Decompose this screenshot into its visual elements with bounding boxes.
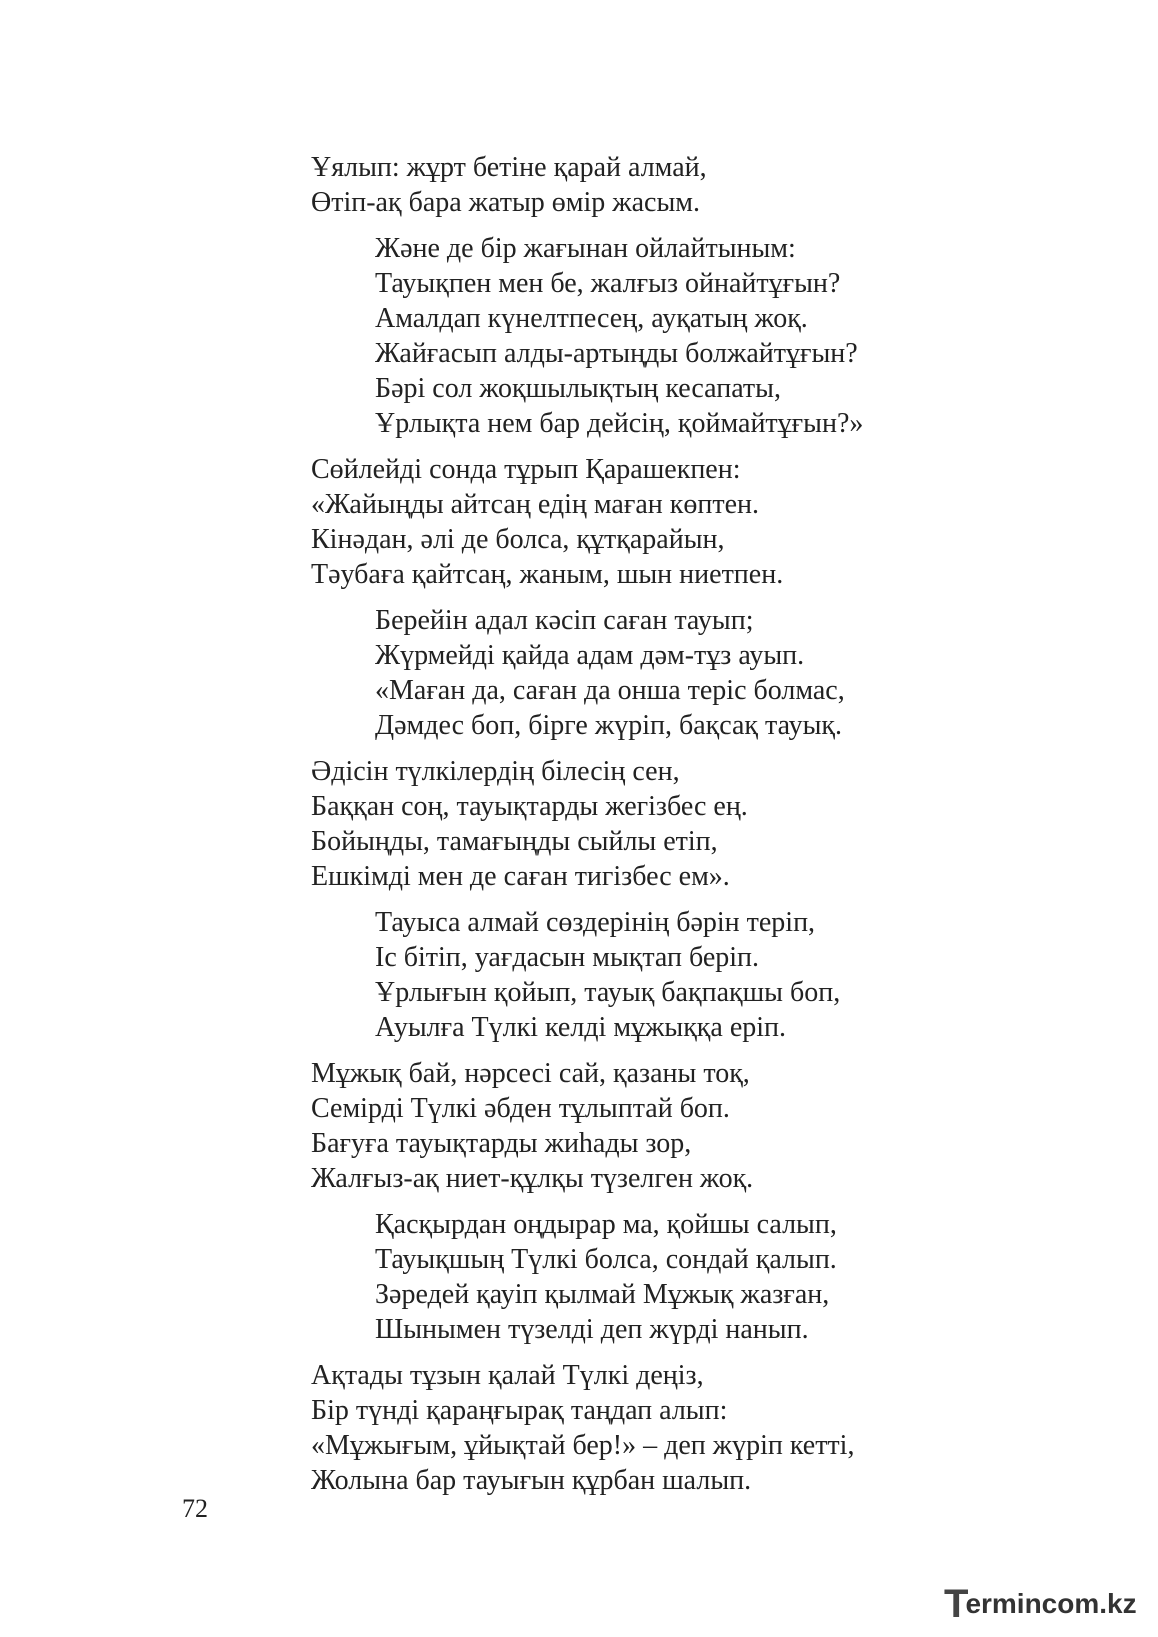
poem-line: Және де бір жағынан ойлайтыным: [375,233,796,264]
poem-line: «Маған да, саған да онша теріс болмас, [375,675,845,706]
poem-line: Бір түнді қараңғырақ таңдап алып: [311,1395,728,1426]
stanza [311,1207,1011,1347]
watermark-first-letter: T [944,1581,968,1626]
poem-line: Амалдап күнелтпесең, ауқатың жоқ. [375,303,808,334]
poem-line: Тауықшың Түлкі болса, сондай қалып. [375,1244,837,1275]
poem-text [311,150,1011,1509]
poem-line: Кінәдан, әлі де болса, құтқарайын, [311,524,725,555]
stanza [311,150,1011,220]
poem-line: Дәмдес боп, бірге жүріп, бақсақ тауық. [375,710,843,741]
poem-line: «Жайыңды айтсаң едің маған көптен. [311,489,759,520]
poem-line: Ұрлығын қойып, тауық бақпақшы боп, [375,977,841,1008]
stanza [311,231,1011,441]
poem-line: «Мұжығым, ұйықтай бер!» – деп жүріп кетті, [311,1430,855,1461]
poem-line: Жүрмейді қайда адам дәм-тұз ауып. [375,640,805,671]
poem-line: Зәредей қауіп қылмай Мұжық жазған, [375,1279,830,1310]
poem-line: Тауықпен мен бе, жалғыз ойнайтұғын? [375,268,841,299]
poem-line: Әдісін түлкілердің білесің сен, [311,756,680,787]
poem-line: Берейін адал кәсіп саған тауып; [375,605,754,636]
stanza [311,1358,1011,1498]
poem-line: Жалғыз-ақ ниет-құлқы түзелген жоқ. [311,1163,754,1194]
poem-line: Сөйлейді сонда тұрып Қарашекпен: [311,454,741,485]
page-number: 72 [182,1494,208,1523]
poem-line: Бәрі сол жоқшылықтың кесапаты, [375,373,781,404]
poem-line: Бойыңды, тамағыңды сыйлы етіп, [311,826,718,857]
poem-line: Ақтады тұзын қалай Түлкі деңіз, [311,1360,704,1391]
poem-line: Ұрлықта нем бар дейсің, қоймайтұғын?» [375,408,864,439]
poem-line: Ауылға Түлкі келді мұжыққа еріп. [375,1012,787,1043]
stanza [311,603,1011,743]
poem-line: Өтіп-ақ бара жатыр өмір жасым. [311,187,701,218]
poem-line: Жайғасып алды-артыңды болжайтұғын? [375,338,858,369]
poem-line: Қасқырдан оңдырар ма, қойшы салып, [375,1209,837,1240]
poem-line: Тауыса алмай сөздерінің бәрін теріп, [375,907,816,938]
poem-line: Ұялып: жұрт бетіне қарай алмай, [311,152,707,183]
stanza [311,905,1011,1045]
watermark-text: ermincom.kz [965,1588,1137,1619]
poem-line: Тәубаға қайтсаң, жаным, шын ниетпен. [311,559,784,590]
poem-line: Іс бітіп, уағдасын мықтап беріп. [375,942,760,973]
poem-line: Бағуға тауықтарды жиһады зор, [311,1128,692,1159]
poem-line: Ешкімді мен де саған тигізбес ем». [311,861,730,892]
poem-line: Жолына бар тауығын құрбан шалып. [311,1465,752,1496]
watermark-logo [944,1581,1144,1626]
stanza [311,754,1011,894]
poem-line: Мұжық бай, нәрсесі сай, қазаны тоқ, [311,1058,750,1089]
stanza [311,452,1011,592]
poem-line: Семірді Түлкі әбден тұлыптай боп. [311,1093,730,1124]
poem-line: Шынымен түзелді деп жүрді нанып. [375,1314,809,1345]
stanza [311,1056,1011,1196]
poem-line: Баққан соң, тауықтарды жегізбес ең. [311,791,748,822]
